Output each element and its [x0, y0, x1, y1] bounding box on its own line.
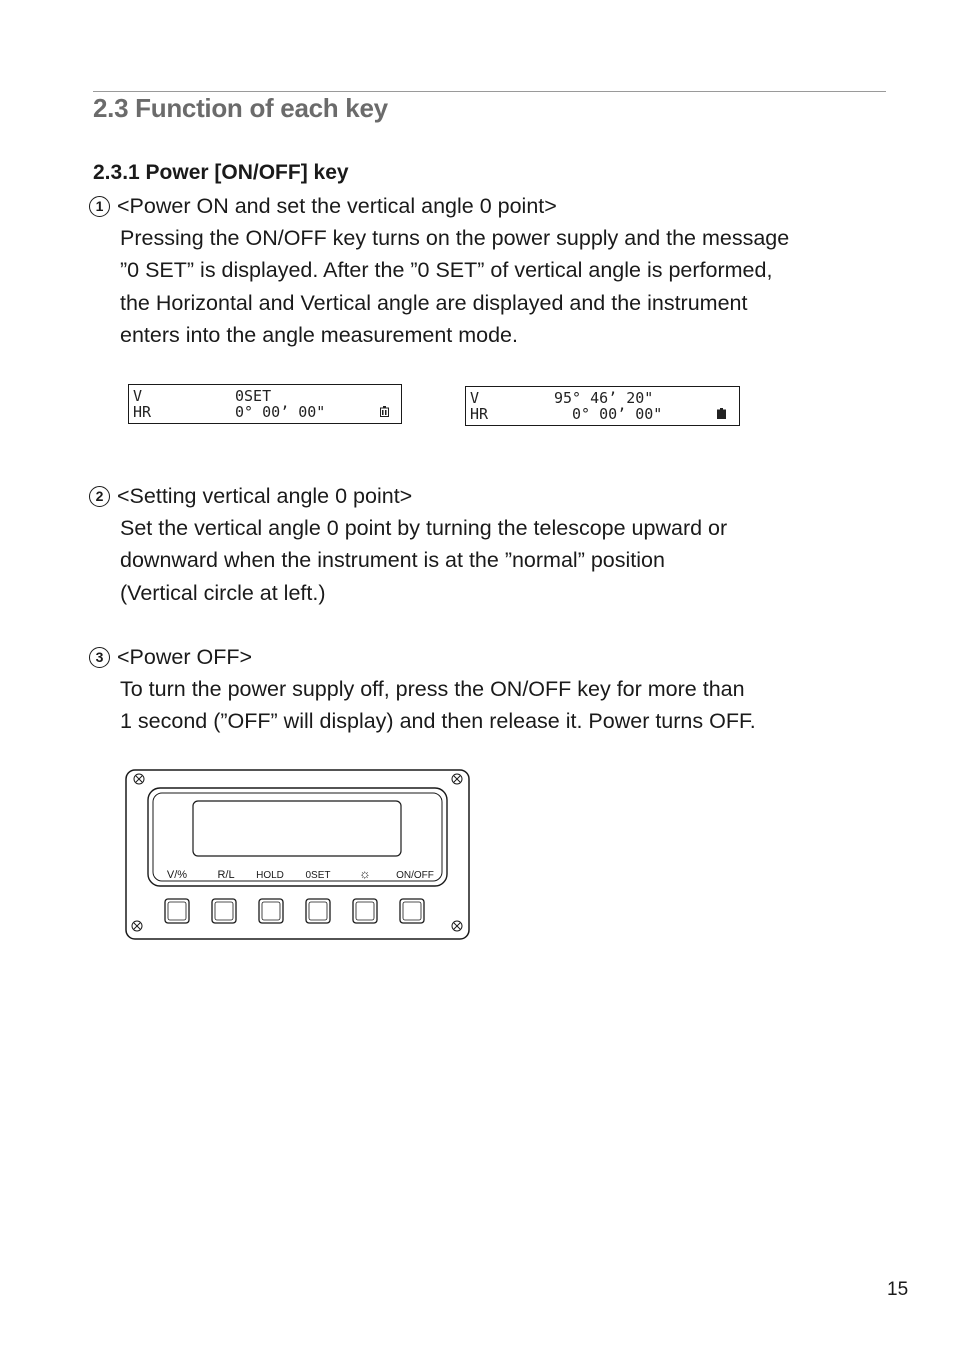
- item-3-heading: [89, 641, 252, 673]
- item-2-line-3: (Vertical circle at left.): [120, 580, 326, 605]
- keypad-panel-illustration: [124, 768, 472, 942]
- section-rule: [93, 91, 886, 92]
- key-label-illumination: ☼: [359, 866, 371, 881]
- item-2-heading-text: <Setting vertical angle 0 point>: [117, 484, 413, 508]
- key-label-hold: HOLD: [256, 870, 284, 881]
- item-2-line-2: downward when the instrument is at the ”normal” position: [120, 548, 665, 573]
- item-1-paragraph: [120, 222, 880, 351]
- item-1-line-3: the Horizontal and Vertical angle are displayed and the instrument: [120, 290, 748, 315]
- lcd-display-angles: [465, 386, 740, 426]
- item-1-line-1: Pressing the ON/OFF key turns on the power supply and the message: [120, 226, 790, 250]
- item-3-line-1: To turn the power supply off, press the ON/OFF key for more than: [120, 677, 745, 701]
- subsection-title: 2.3.1 Power [ON/OFF] key: [93, 161, 349, 184]
- item-3-heading-text: <Power OFF>: [117, 645, 253, 669]
- item-2-line-1: Set the vertical angle 0 point by turning the telescope upward or: [120, 516, 728, 540]
- page-number: 15: [887, 1279, 909, 1300]
- key-label-v-percent: V/%: [166, 869, 188, 881]
- item-1-line-4: enters into the angle measurement mode.: [120, 322, 518, 347]
- circled-number-3: 3: [89, 647, 110, 668]
- item-1-heading-text: <Power ON and set the vertical angle 0 point>: [117, 194, 557, 218]
- item-3-line-2: 1 second (”OFF” will display) and then release it. Power turns OFF.: [120, 709, 756, 734]
- lcd-row1-value: 95° 46’ 20": [554, 389, 654, 407]
- lcd-row1-label: V: [133, 387, 143, 405]
- key-label-rl: R/L: [217, 869, 235, 881]
- lcd-row1-value: 0SET: [235, 387, 272, 405]
- key-label-0set: 0SET: [305, 870, 331, 881]
- lcd-row1-label: V: [470, 389, 480, 407]
- item-2-heading: [89, 480, 412, 512]
- item-2-paragraph: [120, 512, 880, 609]
- item-1-line-2: ”0 SET” is displayed. After the ”0 SET” of vertical angle is performed,: [120, 258, 773, 283]
- lcd-row2-value: 0° 00’ 00": [235, 403, 326, 421]
- item-3-paragraph: [120, 673, 880, 738]
- section-title: 2.3 Function of each key: [93, 93, 388, 123]
- item-1-heading: [89, 190, 557, 222]
- lcd-display-zero-set: [128, 384, 402, 424]
- key-label-on-off: ON/OFF: [396, 870, 434, 881]
- battery-icon: [717, 408, 726, 419]
- battery-icon: [380, 406, 389, 417]
- circled-number-2: 2: [89, 486, 110, 507]
- lcd-row2-value: 0° 00’ 00": [572, 405, 663, 423]
- lcd-row2-label: HR: [133, 403, 152, 421]
- lcd-row2-label: HR: [470, 405, 489, 423]
- circled-number-1: 1: [89, 196, 110, 217]
